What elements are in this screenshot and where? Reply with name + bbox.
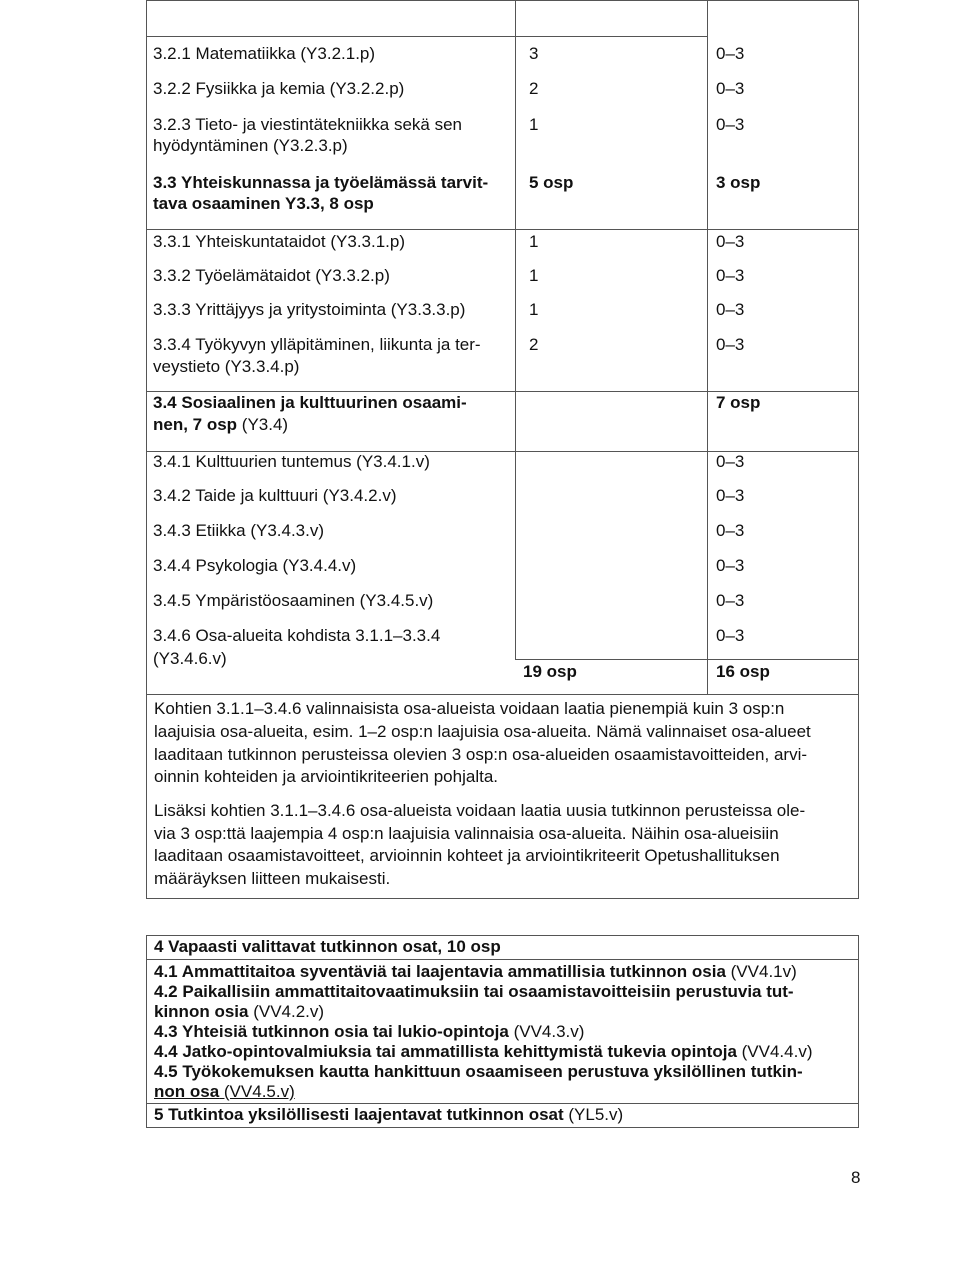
section4-title: 4 Vapaasti valittavat tutkinnon osat, 10 osp [147,936,858,960]
row-value-a: 1 [529,266,539,285]
section-heading [153,414,288,435]
note-line: Lisäksi kohtien 3.1.1–3.4.6 osa-alueista voidaan laatia uusia tutkinnon perusteissa ole- [154,801,806,820]
note-line: laaditaan osaamistavoitteet, arvioinnin kohteet ja arviointikriteerit Opetushallituksen [154,846,780,865]
item-code: (VV4.1v) [725,962,797,981]
row-value-b: 0–3 [716,591,745,610]
row-value-a: 3 [529,44,539,63]
row-value-b: 0–3 [716,335,745,354]
item-title: non osa [154,1082,220,1101]
list-item [154,1022,851,1042]
section-value-b: 7 osp [716,393,761,412]
note-line: Kohtien 3.1.1–3.4.6 valinnaisista osa-alueista voidaan laatia pienempiä kuin 3 osp:n [154,699,785,718]
row-name: 3.2.2 Fysiikka ja kemia (Y3.2.2.p) [153,79,405,98]
note-line: via 3 osp:ttä laajempia 4 osp:n laajuisia valinnaisia osa-alueita. Näihin osa-alueisiin [154,824,779,843]
row-name: 3.4.6 Osa-alueita kohdista 3.1.1–3.3.4 [153,626,441,645]
section-heading-bold: nen, 7 osp [153,415,238,434]
list-item [154,982,851,1002]
item-code: (YL5.v) [563,1105,624,1124]
list-item [154,1042,851,1062]
item-code: (VV4.3.v) [508,1022,585,1041]
item-title: 4.3 Yhteisiä tutkinnon osia tai lukio-opintoja [154,1022,509,1041]
item-title: 4.5 Työkokemuksen kautta hankittuun osaamiseen perustuva yksilöllinen tutkin- [154,1062,803,1081]
row-value-b: 0–3 [716,44,745,63]
row-value-a: 2 [529,335,539,354]
item-title: 4.1 Ammattitaitoa syventäviä tai laajentavia ammatillisia tutkinnon osia [154,962,726,981]
section-heading-code: (Y3.4) [237,415,289,434]
page-number: 8 [851,1168,861,1187]
row-value-b: 0–3 [716,556,745,575]
row-name: 3.4.3 Etiikka (Y3.4.3.v) [153,521,325,540]
row-name: 3.3.1 Yhteiskuntataidot (Y3.3.1.p) [153,232,406,251]
note-line: laaditaan tutkinnon perusteissa olevien 3 osp:n osa-alueiden osaamistavoitteiden, arvi- [154,745,808,764]
section-value-a: 5 osp [529,173,574,192]
section-heading: 3.3 Yhteiskunnassa ja työelämässä tarvit- [153,173,489,192]
row-value-a: 1 [529,300,539,319]
row-name: veystieto (Y3.3.4.p) [153,357,300,376]
row-name: 3.4.5 Ympäristöosaaminen (Y3.4.5.v) [153,591,434,610]
row-name: 3.4.4 Psykologia (Y3.4.4.v) [153,556,357,575]
row-name: 3.3.2 Työelämätaidot (Y3.3.2.p) [153,266,390,285]
section-heading: 3.4 Sosiaalinen ja kulttuurinen osaami- [153,393,467,412]
row-name: (Y3.4.6.v) [153,649,227,668]
item-title: 5 Tutkintoa yksilöllisesti laajentavat tutkinnon osat [154,1105,564,1124]
row-name: 3.3.4 Työkyvyn ylläpitäminen, liikunta ja ter- [153,335,481,354]
item-title: kinnon osia [154,1002,249,1021]
row-name: 3.4.2 Taide ja kulttuuri (Y3.4.2.v) [153,486,397,505]
row-name: 3.4.1 Kulttuurien tuntemus (Y3.4.1.v) [153,452,430,471]
row-value-a: 1 [529,115,539,134]
item-code: (VV4.5.v) [219,1082,295,1101]
row-value-b: 0–3 [716,266,745,285]
row-name: 3.2.1 Matematiikka (Y3.2.1.p) [153,44,376,63]
item-title: 4.4 Jatko-opintovalmiuksia tai ammatillista kehittymistä tukevia opintoja [154,1042,737,1061]
row-value-b: 0–3 [716,300,745,319]
list-item [154,1062,851,1082]
list-item [154,962,851,982]
row-value-b: 0–3 [716,452,745,471]
section-value-b: 3 osp [716,173,761,192]
note-line: oinnin kohteiden ja arviointikriteerien pohjalta. [154,767,498,786]
row-value-a: 2 [529,79,539,98]
section4-table [146,935,859,1128]
row-value-a: 1 [529,232,539,251]
total-a: 19 osp [523,662,577,681]
row-value-b: 0–3 [716,115,745,134]
note-box [146,694,859,899]
total-b: 16 osp [716,662,770,681]
row-value-b: 0–3 [716,486,745,505]
section4-items [147,960,858,1104]
row-value-b: 0–3 [716,626,745,645]
item-title: 4.2 Paikallisiin ammattitaitovaatimuksiin tai osaamistavoitteisiin perustuvia tut- [154,982,794,1001]
row-value-b: 0–3 [716,232,745,251]
row-value-b: 0–3 [716,79,745,98]
section-heading: tava osaaminen Y3.3, 8 osp [153,194,374,213]
list-item [154,1082,851,1102]
row-name: hyödyntäminen (Y3.2.3.p) [153,136,348,155]
row-name: 3.3.3 Yrittäjyys ja yritystoiminta (Y3.3.3.p) [153,300,466,319]
item-code: (VV4.2.v) [248,1002,325,1021]
row-name: 3.2.3 Tieto- ja viestintätekniikka sekä sen [153,115,462,134]
item-code: (VV4.4.v) [736,1042,813,1061]
section5-row [147,1104,858,1127]
note-line: laajuisia osa-alueita, esim. 1–2 osp:n laajuisia osa-alueita. Nämä valinnaiset osa-alueet [154,722,811,741]
note-line: määräyksen liitteen mukaisesti. [154,869,391,888]
list-item [154,1002,851,1022]
row-value-b: 0–3 [716,521,745,540]
